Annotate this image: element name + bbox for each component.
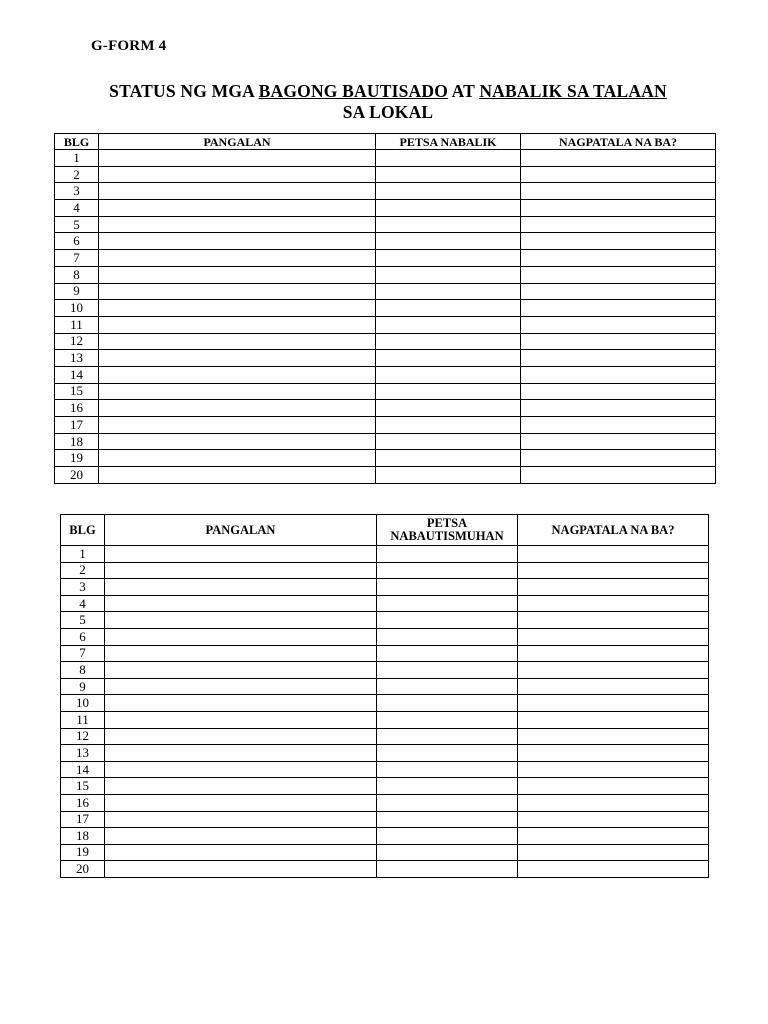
- row-number: 20: [61, 861, 105, 878]
- date-cell[interactable]: [376, 433, 521, 450]
- registered-cell[interactable]: [518, 562, 709, 579]
- table-row: [61, 562, 709, 579]
- row-number: 11: [61, 711, 105, 728]
- table-row: [61, 695, 709, 712]
- date-cell[interactable]: [377, 861, 518, 878]
- name-cell[interactable]: [105, 562, 377, 579]
- row-number: 15: [55, 383, 99, 400]
- name-cell[interactable]: [105, 844, 377, 861]
- name-cell[interactable]: [105, 695, 377, 712]
- registered-cell[interactable]: [521, 366, 716, 383]
- date-cell[interactable]: [377, 844, 518, 861]
- registered-cell[interactable]: [521, 283, 716, 300]
- registered-cell[interactable]: [518, 645, 709, 662]
- header-pangalan: PANGALAN: [105, 515, 377, 546]
- date-cell[interactable]: [376, 166, 521, 183]
- row-number: 13: [55, 350, 99, 367]
- name-cell[interactable]: [99, 183, 376, 200]
- row-number: 6: [61, 628, 105, 645]
- header-nagpatala: NAGPATALA NA BA?: [521, 134, 716, 150]
- registered-cell[interactable]: [518, 861, 709, 878]
- row-number: 20: [55, 467, 99, 484]
- name-cell[interactable]: [99, 166, 376, 183]
- table-row: [61, 662, 709, 679]
- registered-cell[interactable]: [521, 467, 716, 484]
- name-cell[interactable]: [105, 811, 377, 828]
- date-cell[interactable]: [376, 366, 521, 383]
- table-row: [55, 366, 716, 383]
- name-cell[interactable]: [99, 250, 376, 267]
- date-cell[interactable]: [376, 417, 521, 434]
- row-number: 3: [55, 183, 99, 200]
- date-cell[interactable]: [377, 794, 518, 811]
- table-body: [55, 150, 716, 484]
- header-blg: BLG: [61, 515, 105, 546]
- table-row: [61, 828, 709, 845]
- title-underlined-text: NABALIK SA TALAAN: [479, 81, 667, 101]
- row-number: 3: [61, 579, 105, 596]
- date-cell[interactable]: [376, 233, 521, 250]
- registered-cell[interactable]: [521, 350, 716, 367]
- table-row: [55, 350, 716, 367]
- row-number: 8: [55, 266, 99, 283]
- name-cell[interactable]: [105, 595, 377, 612]
- table-row: [61, 778, 709, 795]
- date-cell[interactable]: [376, 383, 521, 400]
- row-number: 19: [55, 450, 99, 467]
- row-number: 11: [55, 316, 99, 333]
- name-cell[interactable]: [105, 628, 377, 645]
- name-cell[interactable]: [99, 300, 376, 317]
- date-cell[interactable]: [377, 778, 518, 795]
- registered-cell[interactable]: [521, 316, 716, 333]
- date-cell[interactable]: [376, 150, 521, 167]
- date-cell[interactable]: [376, 183, 521, 200]
- registered-cell[interactable]: [521, 333, 716, 350]
- name-cell[interactable]: [105, 579, 377, 596]
- table-row: [61, 711, 709, 728]
- registered-cell[interactable]: [518, 711, 709, 728]
- registered-cell[interactable]: [518, 579, 709, 596]
- registered-cell[interactable]: [521, 200, 716, 217]
- row-number: 17: [61, 811, 105, 828]
- name-cell[interactable]: [99, 383, 376, 400]
- name-cell[interactable]: [99, 450, 376, 467]
- row-number: 16: [55, 400, 99, 417]
- title-line-2: SA LOKAL: [342, 102, 434, 122]
- row-number: 12: [55, 333, 99, 350]
- date-cell[interactable]: [377, 546, 518, 563]
- baptized-members-table: [60, 514, 709, 878]
- name-cell[interactable]: [99, 350, 376, 367]
- row-number: 7: [55, 250, 99, 267]
- registered-cell[interactable]: [521, 433, 716, 450]
- table-row: [55, 216, 716, 233]
- header-line: PETSA: [426, 516, 468, 530]
- name-cell[interactable]: [105, 546, 377, 563]
- registered-cell[interactable]: [518, 546, 709, 563]
- date-cell[interactable]: [377, 828, 518, 845]
- table-row: [61, 728, 709, 745]
- registered-cell[interactable]: [521, 383, 716, 400]
- row-number: 5: [55, 216, 99, 233]
- date-cell[interactable]: [377, 678, 518, 695]
- name-cell[interactable]: [99, 417, 376, 434]
- table-row: [55, 417, 716, 434]
- name-cell[interactable]: [99, 233, 376, 250]
- row-number: 1: [55, 150, 99, 167]
- registered-cell[interactable]: [518, 828, 709, 845]
- table-row: [55, 266, 716, 283]
- registered-cell[interactable]: [521, 216, 716, 233]
- title-text: STATUS NG MGA: [109, 81, 259, 101]
- name-cell[interactable]: [105, 662, 377, 679]
- registered-cell[interactable]: [518, 678, 709, 695]
- date-cell[interactable]: [376, 266, 521, 283]
- table-row: [61, 794, 709, 811]
- table-row: [61, 678, 709, 695]
- registered-cell[interactable]: [518, 595, 709, 612]
- registered-cell[interactable]: [518, 844, 709, 861]
- date-cell[interactable]: [376, 216, 521, 233]
- header-pangalan: PANGALAN: [99, 134, 376, 150]
- date-cell[interactable]: [376, 200, 521, 217]
- row-number: 2: [61, 562, 105, 579]
- row-number: 10: [61, 695, 105, 712]
- registered-cell[interactable]: [521, 266, 716, 283]
- table-row: [61, 761, 709, 778]
- table-row: [55, 383, 716, 400]
- table-row: [55, 250, 716, 267]
- name-cell[interactable]: [99, 467, 376, 484]
- date-cell[interactable]: [376, 450, 521, 467]
- registered-cell[interactable]: [518, 612, 709, 629]
- table-row: [55, 200, 716, 217]
- table-row: [55, 333, 716, 350]
- date-cell[interactable]: [376, 316, 521, 333]
- row-number: 10: [55, 300, 99, 317]
- table-row: [55, 467, 716, 484]
- table-row: [61, 811, 709, 828]
- registered-cell[interactable]: [521, 300, 716, 317]
- registered-cell[interactable]: [521, 250, 716, 267]
- row-number: 13: [61, 745, 105, 762]
- date-cell[interactable]: [376, 350, 521, 367]
- registered-cell[interactable]: [518, 728, 709, 745]
- header-nagpatala: NAGPATALA NA BA?: [518, 515, 709, 546]
- date-cell[interactable]: [377, 761, 518, 778]
- date-cell[interactable]: [377, 745, 518, 762]
- date-cell[interactable]: [376, 333, 521, 350]
- table-row: [61, 844, 709, 861]
- date-cell[interactable]: [377, 645, 518, 662]
- name-cell[interactable]: [99, 216, 376, 233]
- table-header-row: [61, 515, 709, 546]
- table-row: [55, 300, 716, 317]
- date-cell[interactable]: [377, 579, 518, 596]
- header-blg: BLG: [55, 134, 99, 150]
- row-number: 8: [61, 662, 105, 679]
- row-number: 9: [61, 678, 105, 695]
- row-number: 9: [55, 283, 99, 300]
- row-number: 17: [55, 417, 99, 434]
- table-body: [61, 546, 709, 878]
- name-cell[interactable]: [99, 316, 376, 333]
- title-underlined-text: BAGONG BAUTISADO: [258, 81, 449, 101]
- row-number: 4: [61, 595, 105, 612]
- date-cell[interactable]: [377, 695, 518, 712]
- date-cell[interactable]: [377, 728, 518, 745]
- registered-cell[interactable]: [518, 628, 709, 645]
- date-cell[interactable]: [376, 400, 521, 417]
- name-cell[interactable]: [105, 828, 377, 845]
- row-number: 4: [55, 200, 99, 217]
- row-number: 7: [61, 645, 105, 662]
- name-cell[interactable]: [99, 266, 376, 283]
- date-cell[interactable]: [377, 711, 518, 728]
- header-petsa-nabalik: PETSA NABALIK: [376, 134, 521, 150]
- registered-cell[interactable]: [521, 400, 716, 417]
- name-cell[interactable]: [99, 333, 376, 350]
- header-petsa-nabautismuhan: [377, 515, 518, 546]
- table-row: [55, 316, 716, 333]
- name-cell[interactable]: [105, 745, 377, 762]
- name-cell[interactable]: [99, 200, 376, 217]
- row-number: 14: [61, 761, 105, 778]
- date-cell[interactable]: [377, 628, 518, 645]
- table-row: [55, 233, 716, 250]
- row-number: 18: [61, 828, 105, 845]
- name-cell[interactable]: [99, 283, 376, 300]
- registered-cell[interactable]: [521, 166, 716, 183]
- form-code: G-FORM 4: [91, 38, 167, 54]
- table-row: [61, 645, 709, 662]
- date-cell[interactable]: [377, 612, 518, 629]
- row-number: 2: [55, 166, 99, 183]
- row-number: 12: [61, 728, 105, 745]
- name-cell[interactable]: [105, 678, 377, 695]
- date-cell[interactable]: [376, 250, 521, 267]
- row-number: 16: [61, 794, 105, 811]
- header-line: NABAUTISMUHAN: [390, 529, 504, 543]
- title-text: AT: [448, 81, 480, 101]
- row-number: 19: [61, 844, 105, 861]
- registered-cell[interactable]: [521, 450, 716, 467]
- date-cell[interactable]: [377, 562, 518, 579]
- table-row: [55, 183, 716, 200]
- table-row: [55, 433, 716, 450]
- row-number: 15: [61, 778, 105, 795]
- registered-cell[interactable]: [518, 695, 709, 712]
- name-cell[interactable]: [105, 612, 377, 629]
- name-cell[interactable]: [99, 433, 376, 450]
- name-cell[interactable]: [105, 778, 377, 795]
- table-row: [55, 150, 716, 167]
- registered-cell[interactable]: [521, 233, 716, 250]
- date-cell[interactable]: [377, 811, 518, 828]
- table-row: [61, 546, 709, 563]
- table-row: [61, 628, 709, 645]
- table-row: [61, 612, 709, 629]
- row-number: 6: [55, 233, 99, 250]
- returned-members-table: [54, 133, 716, 484]
- row-number: 1: [61, 546, 105, 563]
- registered-cell[interactable]: [518, 745, 709, 762]
- name-cell[interactable]: [105, 761, 377, 778]
- registered-cell[interactable]: [518, 761, 709, 778]
- registered-cell[interactable]: [521, 417, 716, 434]
- table-row: [55, 283, 716, 300]
- table-row: [55, 166, 716, 183]
- registered-cell[interactable]: [521, 150, 716, 167]
- registered-cell[interactable]: [518, 662, 709, 679]
- table-row: [61, 579, 709, 596]
- registered-cell[interactable]: [518, 778, 709, 795]
- page-title: [40, 81, 736, 123]
- table-row: [61, 595, 709, 612]
- registered-cell[interactable]: [518, 811, 709, 828]
- table-row: [55, 450, 716, 467]
- row-number: 18: [55, 433, 99, 450]
- registered-cell[interactable]: [521, 183, 716, 200]
- table-header-row: [55, 134, 716, 150]
- name-cell[interactable]: [99, 366, 376, 383]
- date-cell[interactable]: [377, 662, 518, 679]
- date-cell[interactable]: [376, 300, 521, 317]
- registered-cell[interactable]: [518, 794, 709, 811]
- table-row: [61, 861, 709, 878]
- table-row: [55, 400, 716, 417]
- row-number: 5: [61, 612, 105, 629]
- name-cell[interactable]: [99, 400, 376, 417]
- name-cell[interactable]: [105, 728, 377, 745]
- title-line-1: [40, 81, 736, 102]
- name-cell[interactable]: [105, 711, 377, 728]
- name-cell[interactable]: [105, 645, 377, 662]
- name-cell[interactable]: [99, 150, 376, 167]
- name-cell[interactable]: [105, 794, 377, 811]
- name-cell[interactable]: [105, 861, 377, 878]
- date-cell[interactable]: [376, 467, 521, 484]
- row-number: 14: [55, 366, 99, 383]
- date-cell[interactable]: [377, 595, 518, 612]
- date-cell[interactable]: [376, 283, 521, 300]
- table-row: [61, 745, 709, 762]
